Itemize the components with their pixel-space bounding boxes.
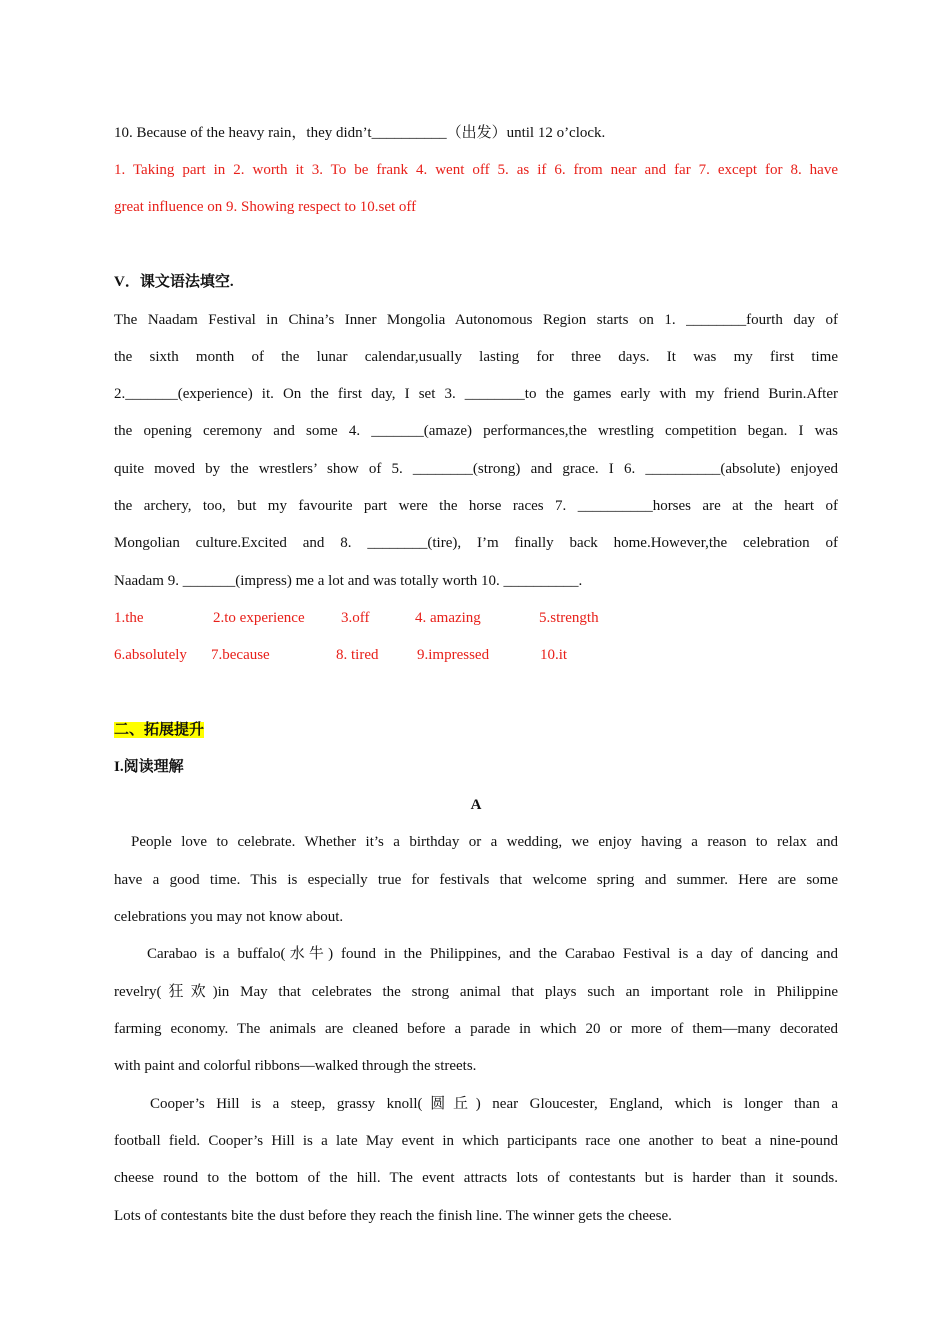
- passage-line: Lots of contestants bite the dust before they reach the finish line. The winner gets the cheese.: [114, 1208, 672, 1224]
- section-v-line: quite moved by the wrestlers’ show of 5. ________(strong) and grace. I 6. __________(absolute) enjoyed: [114, 461, 838, 477]
- reading-section-title: I.阅读理解: [114, 759, 184, 775]
- passage-line: with paint and colorful ribbons—walked through the streets.: [114, 1058, 477, 1074]
- passage-line: cheese round to the bottom of the hill. The event attracts lots of contestants but is harder than it sounds.: [114, 1170, 838, 1186]
- section-v-line: The Naadam Festival in China’s Inner Mongolia Autonomous Region starts on 1. ________fourth day of: [114, 312, 838, 328]
- question-10: 10. Because of the heavy rain，they didn’t__________（出发）until 12 o’clock.: [114, 125, 606, 141]
- passage-line: football field. Cooper’s Hill is a late May event in which participants race one another to beat a nine-pound: [114, 1133, 838, 1149]
- answer-v-10: 10.it: [540, 647, 568, 663]
- answer-v-2: 2.to experience: [213, 610, 305, 626]
- section-v-line: the archery, too, but my favourite part were the horse races 7. __________horses are at the heart of: [114, 498, 838, 514]
- section-v-line: 2._______(experience) it. On the first day, I set 3. ________to the games early with my friend Burin.After: [114, 386, 838, 402]
- passage-line: Cooper’s Hill is a steep, grassy knoll(圆丘) near Gloucester, England, which is longer than a: [150, 1096, 838, 1112]
- section-v-line: Naadam 9. _______(impress) me a lot and was totally worth 10. __________.: [114, 573, 583, 589]
- answer-v-8: 8. tired: [336, 647, 379, 663]
- passage-line: have a good time. This is especially true for festivals that welcome spring and summer. Here are some: [114, 872, 838, 888]
- passage-line: Carabao is a buffalo(水牛) found in the Philippines, and the Carabao Festival is a day of dancing and: [147, 946, 838, 962]
- answer-line-iv-2: great influence on 9. Showing respect to 10.set off: [114, 199, 417, 215]
- answer-v-5: 5.strength: [539, 610, 599, 626]
- passage-label: A: [470, 797, 482, 813]
- passage-line: celebrations you may not know about.: [114, 909, 344, 925]
- answer-v-1: 1.the: [114, 610, 144, 626]
- section-v-title: V．课文语法填空.: [114, 274, 234, 290]
- section-2-title: 二、拓展提升: [114, 722, 205, 738]
- answer-v-4: 4. amazing: [415, 610, 481, 626]
- answer-line-iv-1: 1. Taking part in 2. worth it 3. To be frank 4. went off 5. as if 6. from near and far 7. except for 8. have: [114, 162, 838, 178]
- answer-v-9: 9.impressed: [417, 647, 490, 663]
- answer-v-6: 6.absolutely: [114, 647, 187, 663]
- section-v-line: the opening ceremony and some 4. _______(amaze) performances,the wrestling competition began. I was: [114, 423, 838, 439]
- answer-v-7: 7.because: [211, 647, 270, 663]
- section-v-line: Mongolian culture.Excited and 8. ________(tire), I’m finally back home.However,the celebration of: [114, 535, 838, 551]
- section-2-heading: [114, 720, 838, 740]
- section-v-line: the sixth month of the lunar calendar,usually lasting for three days. It was my first time: [114, 349, 838, 365]
- answer-v-3: 3.off: [341, 610, 370, 626]
- passage-line: revelry(狂欢)in May that celebrates the strong animal that plays such an important role in Philippine: [114, 984, 838, 1000]
- passage-line: People love to celebrate. Whether it’s a birthday or a wedding, we enjoy having a reason to relax and: [131, 834, 838, 850]
- passage-line: farming economy. The animals are cleaned before a parade in which 20 or more of them—many decorated: [114, 1021, 838, 1037]
